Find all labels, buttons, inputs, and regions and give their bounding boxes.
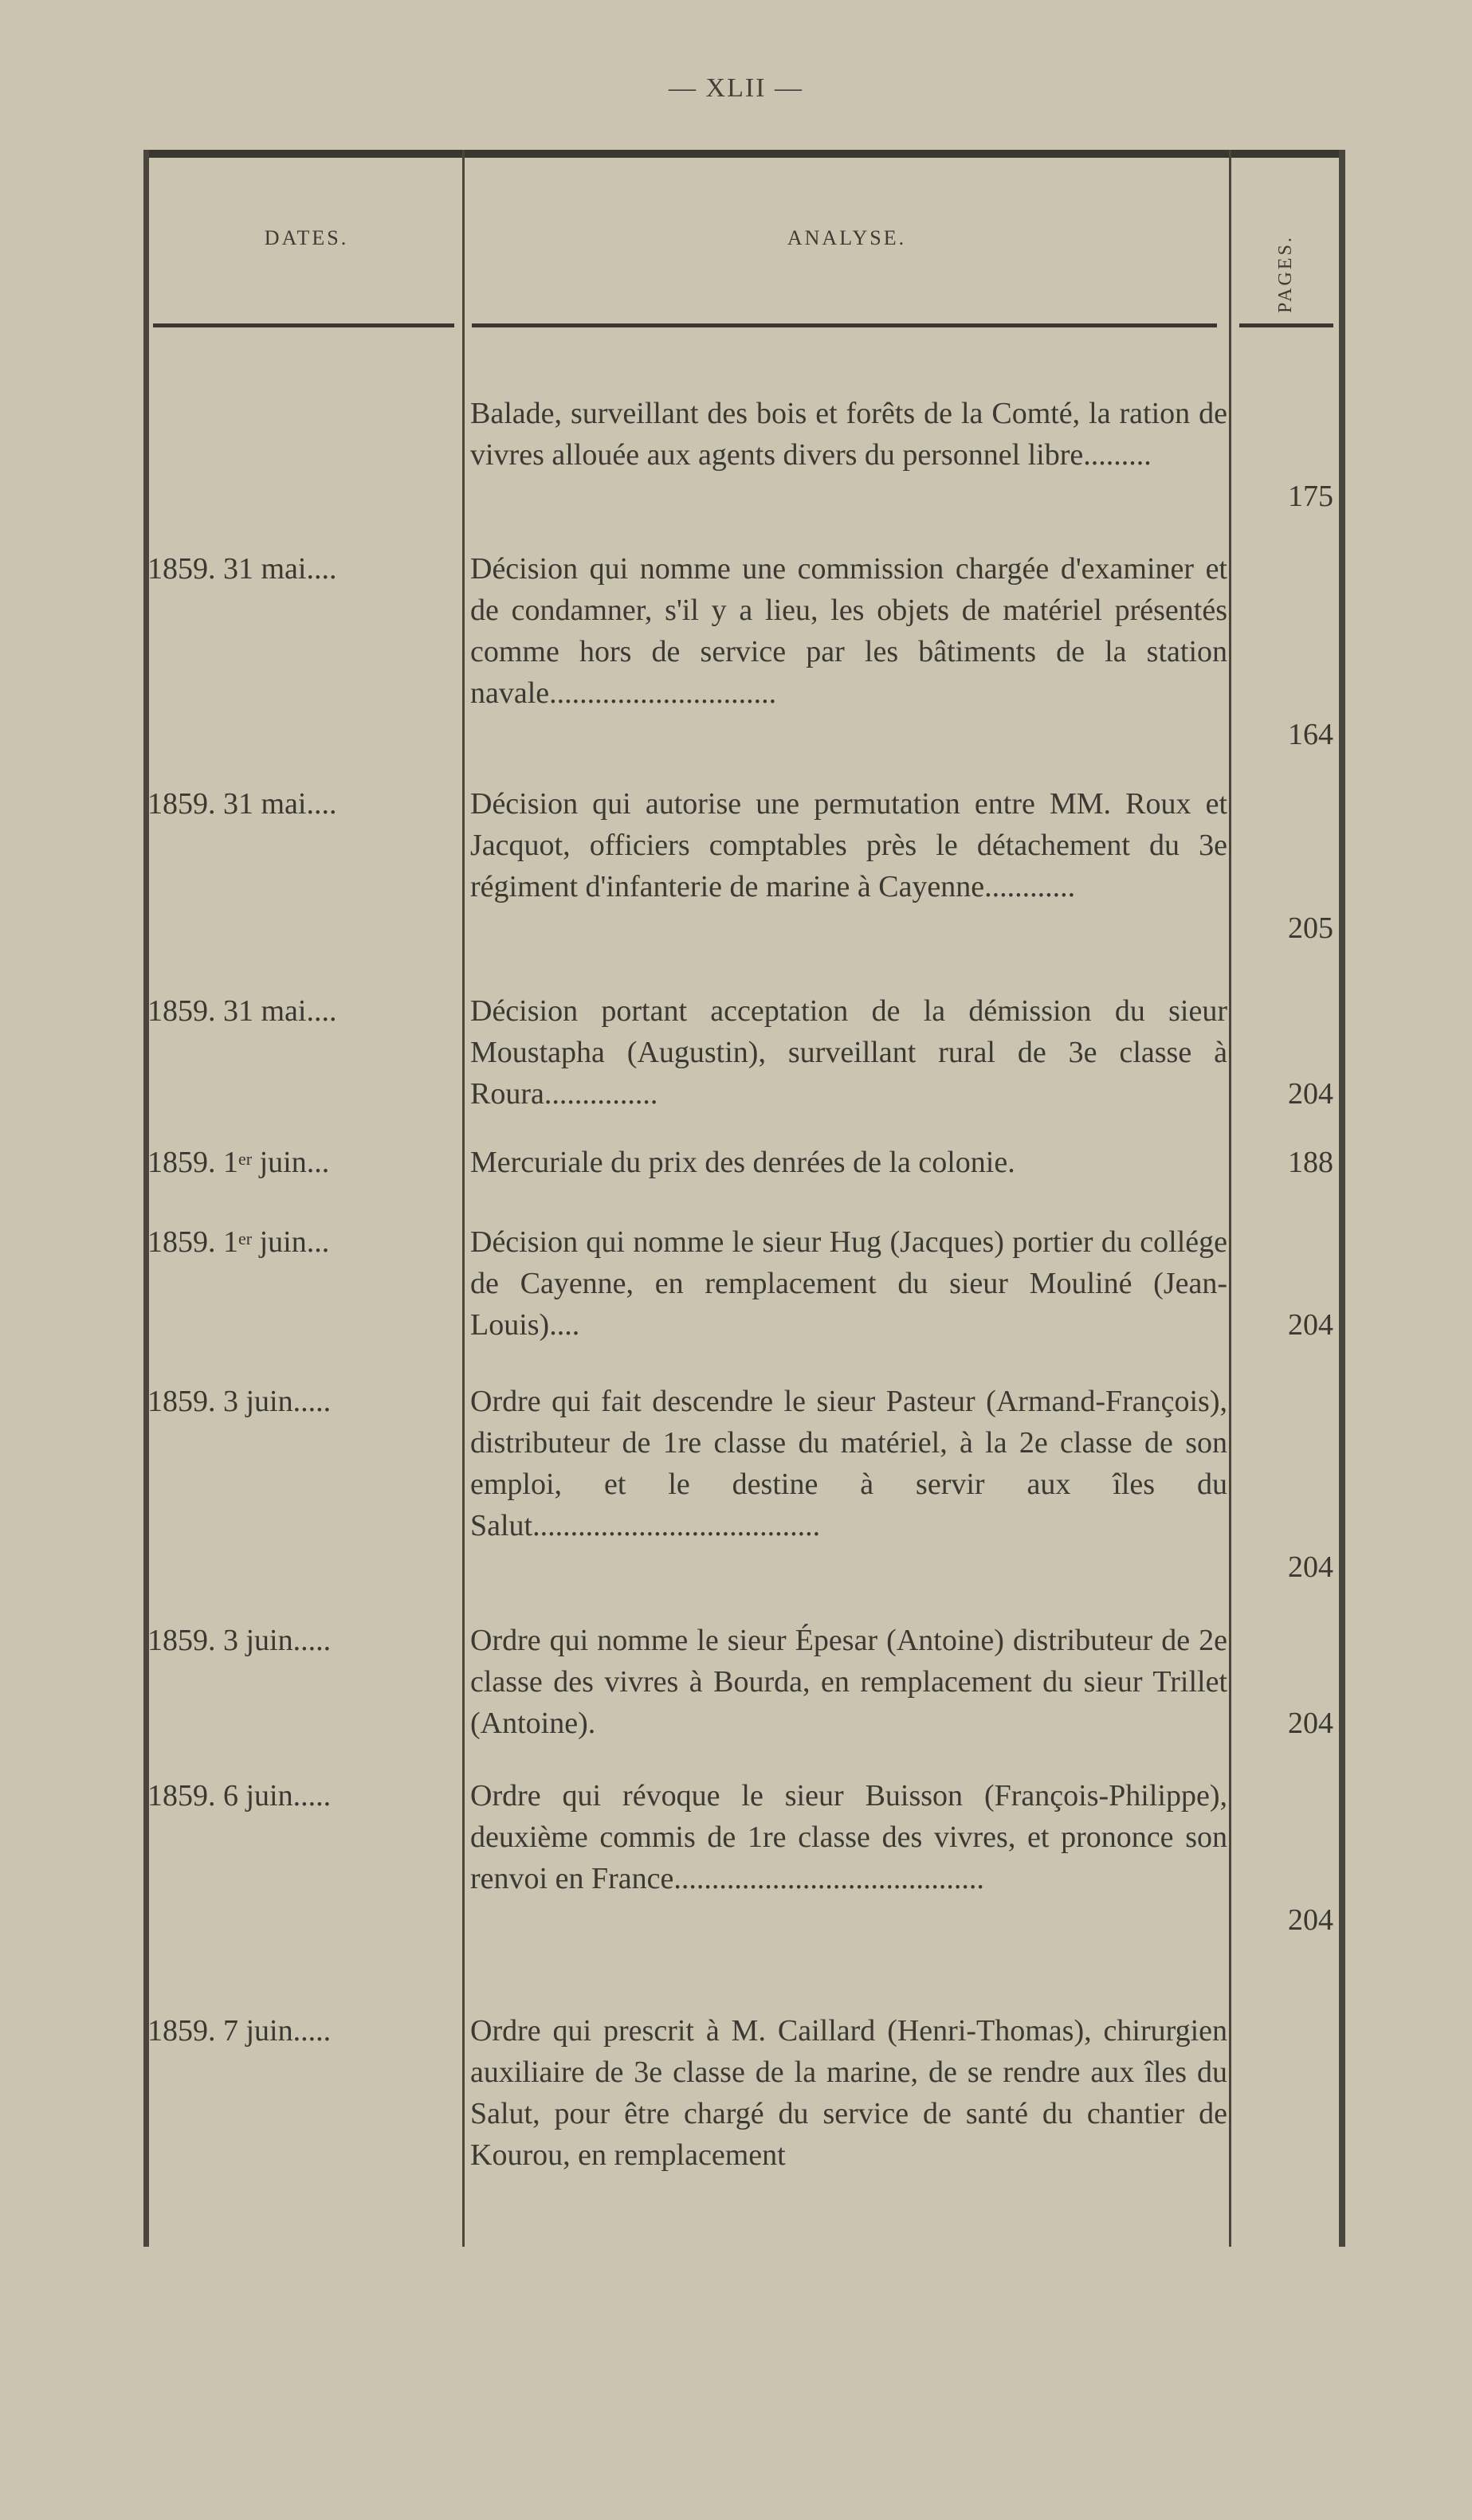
entry-date-rest: juin... <box>252 1146 330 1179</box>
table-top-rule <box>143 150 1345 158</box>
entry-date <box>147 1221 329 1263</box>
entry-analysis: Mercuriale du prix des denrées de la colonie. <box>470 1146 1015 1179</box>
column-header-pages: PAGES. <box>1275 235 1296 313</box>
entry-date-main: 1859. 3 juin..... <box>147 1624 332 1657</box>
entry-date <box>147 1381 331 1422</box>
column-header-dates: DATES. <box>264 226 349 249</box>
entry-page-number: 204 <box>1288 1077 1333 1111</box>
column-header-analyse: ANALYSE. <box>787 226 907 249</box>
entry-page-number: 175 <box>1288 480 1333 513</box>
page-header: — XLII — <box>669 73 803 103</box>
entry-analysis: Décision qui autorise une permutation entre MM. Roux et Jacquot, officiers comptables près le détachement du 3e régiment d'infanterie de marine à Cayenne............ <box>470 787 1227 903</box>
entry-analysis: Décision qui nomme une commission chargée d'examiner et de condamner, s'il y a lieu, les objets de matériel présentés comme hors de service par les bâtiments de la station navale.............................. <box>470 552 1227 710</box>
entry-date-rest: juin... <box>252 1225 330 1259</box>
table-left-border <box>143 150 149 2247</box>
entry-page-number: 188 <box>1288 1146 1333 1179</box>
entry-date <box>147 2010 331 2052</box>
column-divider-dates <box>462 150 465 2247</box>
entry-analysis: Décision qui nomme le sieur Hug (Jacques) portier du collége de Cayenne, en remplacement du sieur Mouliné (Jean-Louis).... <box>470 1225 1227 1342</box>
header-rule-dates <box>153 323 454 327</box>
entry-page-number: 164 <box>1288 718 1333 751</box>
entry-analysis: Ordre qui révoque le sieur Buisson (François-Philippe), deuxième commis de 1re classe des vivres, et prononce son renvoi en France......................................... <box>470 1779 1227 1895</box>
entry-page-number: 204 <box>1288 1707 1333 1740</box>
entry-page-number: 204 <box>1288 1903 1333 1937</box>
entry-date-main: 1859. 1 <box>147 1146 238 1179</box>
entry-date-main: 1859. 31 mai.... <box>147 787 337 821</box>
entry-page-number: 205 <box>1288 911 1333 945</box>
entry-date <box>147 1775 331 1817</box>
entry-date <box>147 990 336 1032</box>
entry-date-main: 1859. 31 mai.... <box>147 552 337 586</box>
entry-date-main: 1859. 6 juin..... <box>147 1779 332 1813</box>
entry-date <box>147 1142 329 1183</box>
entry-date-main: 1859. 3 juin..... <box>147 1385 332 1418</box>
entry-analysis: Ordre qui nomme le sieur Épesar (Antoine) distributeur de 2e classe des vivres à Bourda, en remplacement du sieur Trillet (Antoine). <box>470 1624 1227 1740</box>
index-table <box>143 150 1345 2247</box>
header-rule-analyse <box>472 323 1217 327</box>
table-right-border <box>1339 150 1345 2247</box>
entry-date-main: 1859. 1 <box>147 1225 238 1259</box>
column-divider-analyse <box>1229 150 1231 2247</box>
entry-analysis: Ordre qui fait descendre le sieur Pasteur (Armand-François), distributeur de 1re classe du matériel, à la 2e classe de son emploi, et le destine à servir aux îles du Salut...................................... <box>470 1385 1227 1542</box>
header-rule-pages <box>1239 323 1333 327</box>
entry-date-superscript: er <box>238 1229 253 1248</box>
entry-page-number: 204 <box>1288 1308 1333 1342</box>
entry-date-superscript: er <box>238 1149 253 1169</box>
entry-analysis: Décision portant acceptation de la démission du sieur Moustapha (Augustin), surveillant rural de 3e classe à Roura............... <box>470 994 1227 1111</box>
entry-date <box>147 783 336 825</box>
entry-date <box>147 1620 331 1661</box>
entry-date-main: 1859. 31 mai.... <box>147 994 337 1028</box>
entry-analysis: Ordre qui prescrit à M. Caillard (Henri-Thomas), chirurgien auxiliaire de 3e classe de la marine, de se rendre aux îles du Salut, pour être chargé du service de santé du chantier de Kourou, en remplacement <box>470 2014 1227 2172</box>
entry-analysis: Balade, surveillant des bois et forêts de la Comté, la ration de vivres allouée aux agents divers du personnel libre......... <box>470 397 1227 472</box>
entry-page-number: 204 <box>1288 1550 1333 1584</box>
entry-date-main: 1859. 7 juin..... <box>147 2014 332 2048</box>
entry-date <box>147 548 336 590</box>
